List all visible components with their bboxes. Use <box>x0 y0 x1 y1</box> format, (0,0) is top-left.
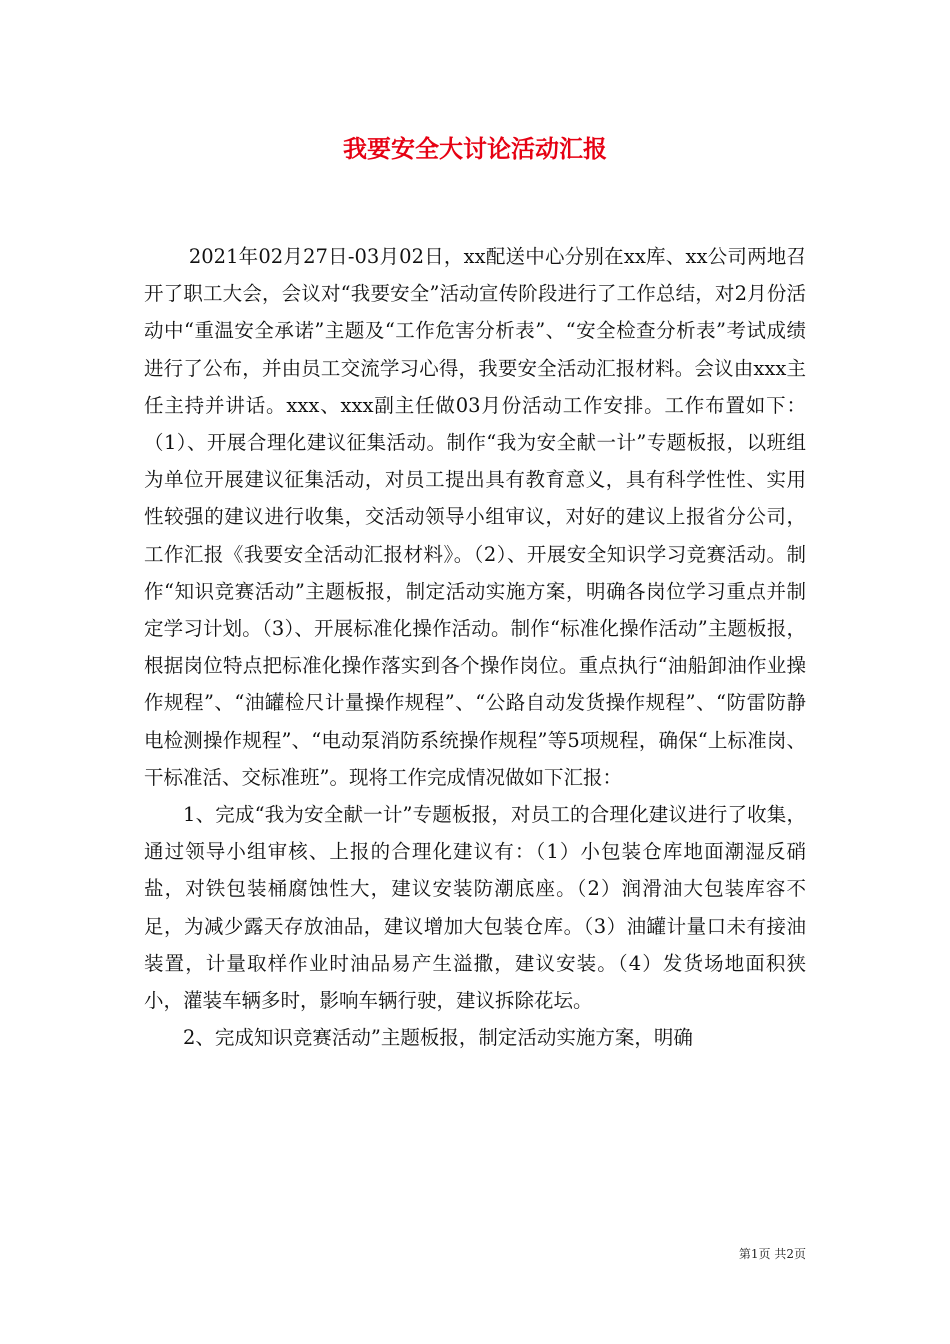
document-title: 我要安全大讨论活动汇报 <box>343 135 607 163</box>
paragraph-1: 2021年02月27日-03月02日，xx配送中心分别在xx库、xx公司两地召开了职工大会，会议对“我要安全”活动宣传阶段进行了工作总结，对2月份活动中“重温安全承诺”主题及“工作危害分析表”、“安全检查分析表”考试成绩进行了公布，并由员工交流学习心得，我要安全活动汇报材料。会议由xxx主任主持并讲话。xxx、xxx副主任做03月份活动工作安排。工作布置如下：（1）、开展合理化建议征集活动。制作“我为安全献一计”专题板报，以班组为单位开展建议征集活动，对员工提出具有教育意义，具有科学性性、实用性较强的建议进行收集，交活动领导小组审议，对好的建议上报省分公司，工作汇报《我要安全活动汇报材料》。（2）、开展安全知识学习竞赛活动。制作“知识竞赛活动”主题板报，制定活动实施方案，明确各岗位学习重点并制定学习计划。（3）、开展标准化操作活动。制作“标准化操作活动”主题板报，根据岗位特点把标准化操作落实到各个操作岗位。重点执行“油船卸油作业操作规程”、“油罐检尺计量操作规程”、“公路自动发货操作规程”、“防雷防静电检测操作规程”、“电动泵消防系统操作规程”等5项规程，确保“上标准岗、干标准活、交标准班”。现将工作完成情况做如下汇报： <box>144 245 806 789</box>
page-number: 第1页 共2页 <box>738 1247 806 1261</box>
paragraph-2: 1、完成“我为安全献一计”专题板报，对员工的合理化建议进行了收集，通过领导小组审核、上报的合理化建议有：（1）小包装仓库地面潮湿反硝盐，对铁包装桶腐蚀性大，建议安装防潮底座。（2）润滑油大包装库容不足，为减少露天存放油品，建议增加大包装仓库。（3）油罐计量口未有接油装置，计量取样作业时油品易产生溢撒，建议安装。（4）发货场地面积狭小，灌装车辆多时，影响车辆行驶，建议拆除花坛。 <box>144 803 806 1013</box>
paragraph-3: 2、完成知识竞赛活动”主题板报，制定活动实施方案，明确 <box>183 1026 693 1050</box>
document-body <box>144 238 806 1056</box>
